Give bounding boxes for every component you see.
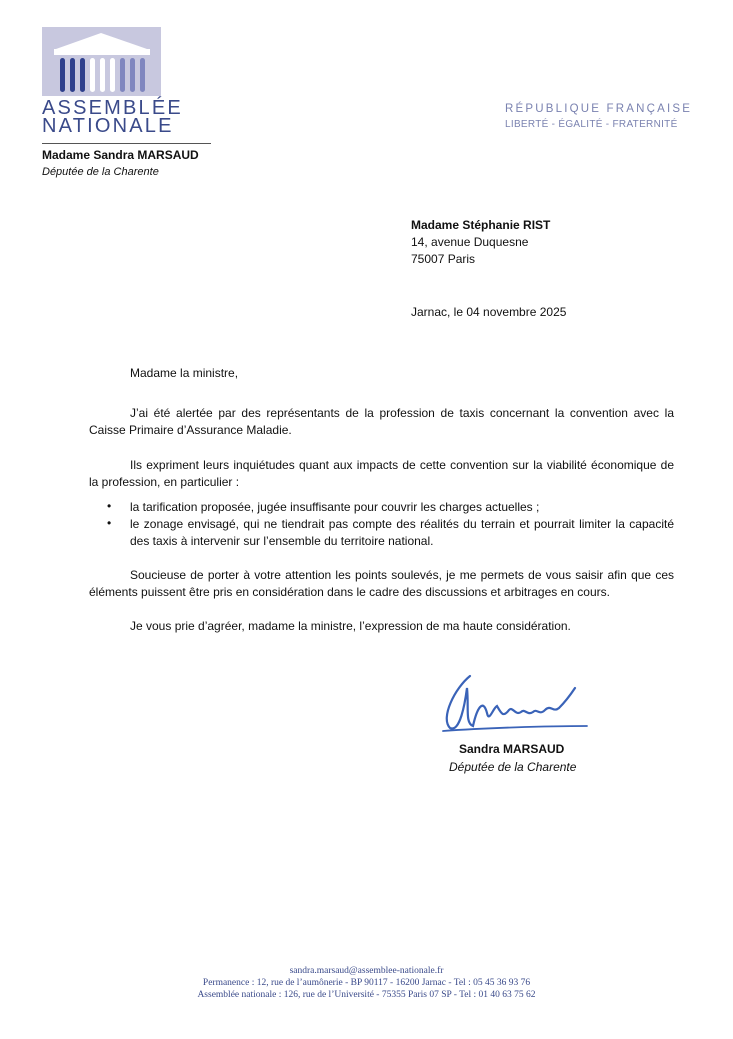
- sender-role: Députée de la Charente: [42, 166, 159, 178]
- logo-text-assemblee: ASSEMBLÉE: [42, 97, 183, 119]
- assemblee-nationale-logo: [42, 27, 161, 96]
- header-divider: [42, 143, 211, 144]
- hemicycle-columns-icon: [42, 27, 161, 96]
- date-line: Jarnac, le 04 novembre 2025: [411, 305, 567, 319]
- bullet-icon: •: [107, 499, 112, 513]
- bullet-item-1: la tarification proposée, jugée insuffisante pour couvrir les charges actuelles ;: [130, 500, 540, 514]
- footer-assemblee: Assemblée nationale : 126, rue de l’Université - 75355 Paris 07 SP - Tel : 01 40 63 75 62: [197, 990, 536, 1000]
- paragraph-2: Ils expriment leurs inquiétudes quant aux impacts de cette convention sur la viabilité économique de la profession, en particulier :: [89, 458, 674, 489]
- bullet-item-2: le zonage envisagé, qui ne tiendrait pas compte des réalités du terrain et pourrait limiter la capacité des taxis à intervenir sur l’ensemble du territoire national.: [130, 517, 674, 548]
- recipient-street: 14, avenue Duquesne: [411, 235, 529, 249]
- salutation: Madame la ministre,: [130, 366, 239, 380]
- sender-name: Madame Sandra MARSAUD: [42, 148, 199, 162]
- closing-formula: Je vous prie d’agréer, madame la ministre, l’expression de ma haute considération.: [130, 619, 571, 633]
- signature-name: Sandra MARSAUD: [459, 742, 565, 756]
- recipient-name: Madame Stéphanie RIST: [411, 218, 551, 232]
- paragraph-1: J’ai été alertée par des représentants de la profession de taxis concernant la convention avec la Caisse Primaire d’Assurance Maladie.: [89, 406, 674, 437]
- paragraph-3: Soucieuse de porter à votre attention les points soulevés, je me permets de vous saisir afin que ces éléments puissent être pris en considération dans le cadre des discussions et arbitrages en cours.: [89, 568, 674, 599]
- republique-francaise: RÉPUBLIQUE FRANÇAISE: [505, 103, 693, 115]
- bullet-icon: •: [107, 516, 112, 530]
- republic-motto: LIBERTÉ - ÉGALITÉ - FRATERNITÉ: [505, 119, 678, 130]
- signature-role: Députée de la Charente: [449, 760, 577, 774]
- footer-email[interactable]: sandra.marsaud@assemblee-nationale.fr: [289, 966, 444, 976]
- footer-permanence: Permanence : 12, rue de l’aumônerie - BP 90117 - 16200 Jarnac - Tel : 05 45 36 93 76: [202, 978, 531, 988]
- recipient-city: 75007 Paris: [411, 252, 476, 266]
- handwritten-signature: [435, 668, 595, 743]
- logo-text-nationale: NATIONALE: [42, 115, 174, 137]
